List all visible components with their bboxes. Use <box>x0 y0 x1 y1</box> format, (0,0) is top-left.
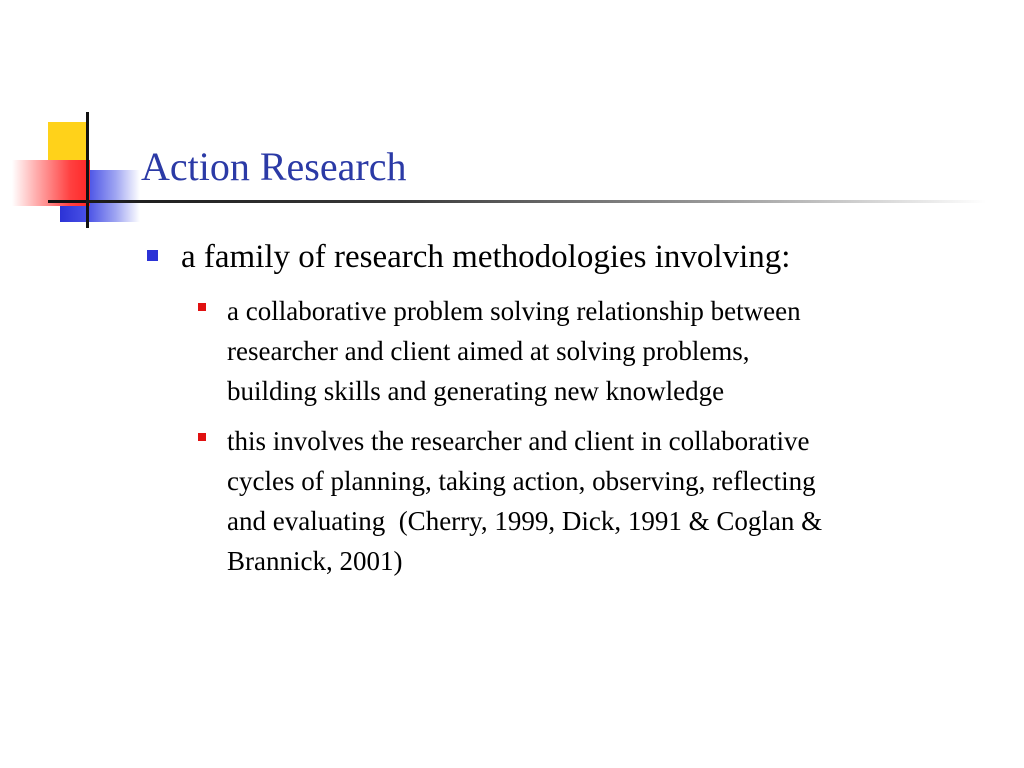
text-line: building skills and generating new knowledge <box>227 376 725 406</box>
slide-title: Action Research <box>141 144 407 189</box>
sub-bullet-text <box>227 291 997 411</box>
square-bullet-icon <box>198 433 206 441</box>
text-line: Brannick, 2001) <box>227 546 403 576</box>
square-bullet-icon <box>147 250 158 261</box>
text-line: researcher and client aimed at solving problems, <box>227 336 750 366</box>
text-line: cycles of planning, taking action, observing, reflecting <box>227 466 816 496</box>
sub-bullet-text <box>227 421 997 581</box>
square-bullet-icon <box>198 303 206 311</box>
text-line: and evaluating (Cherry, 1999, Dick, 1991 & Coglan & <box>227 506 823 536</box>
text-line: a collaborative problem solving relationship between <box>227 296 801 326</box>
bullet-text: a family of research methodologies involving: <box>181 239 791 275</box>
text-line: this involves the researcher and client in collaborative <box>227 426 810 456</box>
